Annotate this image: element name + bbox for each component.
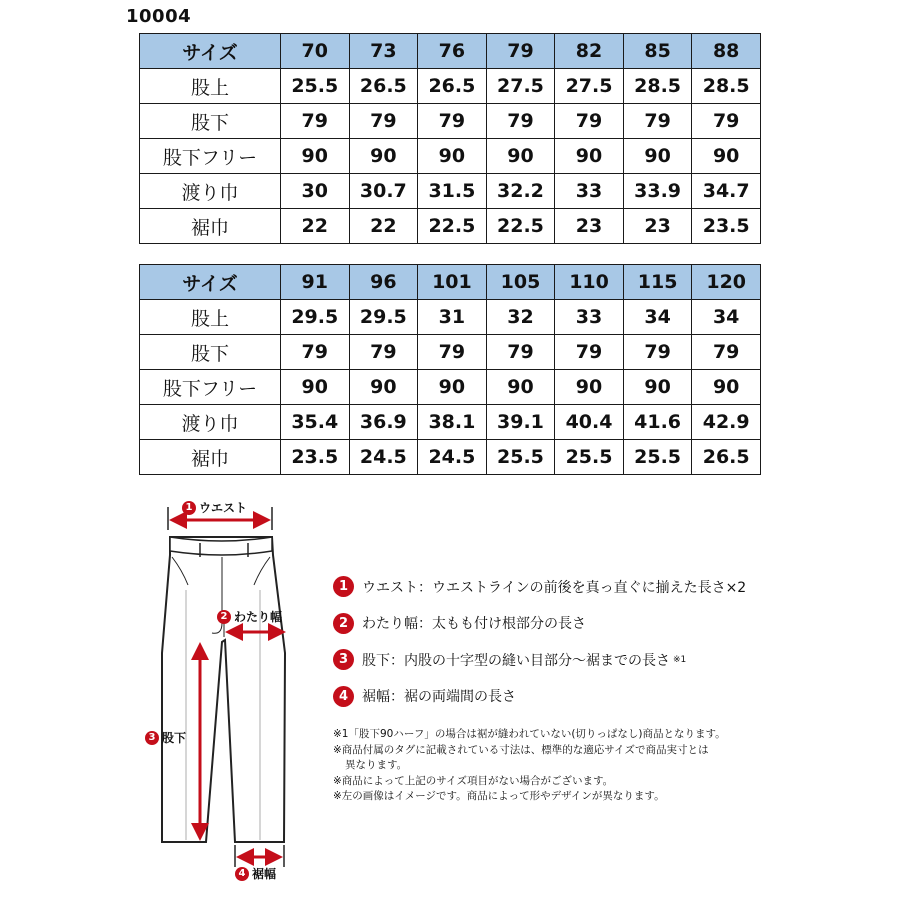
table-cell: 29.5 (349, 300, 418, 335)
table-cell: 27.5 (555, 69, 624, 104)
table-cell: 24.5 (349, 440, 418, 475)
table-cell: 25.5 (555, 440, 624, 475)
table-cell: 33 (555, 300, 624, 335)
legend-item (333, 685, 833, 708)
waist-label (182, 499, 247, 516)
table-cell: 26.5 (418, 69, 487, 104)
table-header-row (140, 265, 761, 300)
legend-term: ウエスト (362, 579, 418, 596)
product-code: 10004 (126, 6, 192, 27)
footnote-mark: ※1 (673, 654, 687, 665)
callout-number-4: 4 (235, 867, 249, 881)
size-header: 91 (281, 265, 350, 300)
thigh-width-label-text: わたり幅 (234, 610, 283, 624)
table-cell: 31.5 (418, 174, 487, 209)
table-cell: 33 (555, 174, 624, 209)
table-row (140, 209, 761, 244)
table-cell: 28.5 (692, 69, 761, 104)
size-header: 79 (486, 34, 555, 69)
table-cell: 90 (692, 139, 761, 174)
legend-description: ：内股の十字型の縫い目部分～裾までの長さ (390, 652, 670, 669)
table-cell: 27.5 (486, 69, 555, 104)
size-header: 120 (692, 265, 761, 300)
legend-number: 2 (333, 613, 354, 634)
callout-number-1: 1 (182, 501, 196, 515)
size-header: 85 (623, 34, 692, 69)
table-cell: 79 (418, 104, 487, 139)
table-cell: 25.5 (281, 69, 350, 104)
table-row (140, 69, 761, 104)
table-cell: 22 (349, 209, 418, 244)
table-row (140, 370, 761, 405)
table-cell: 79 (623, 104, 692, 139)
table-cell: 36.9 (349, 405, 418, 440)
row-label: 股下 (140, 104, 281, 139)
table-cell: 90 (486, 139, 555, 174)
callout-number-3: 3 (145, 731, 159, 745)
legend-item (333, 612, 833, 635)
table-cell: 40.4 (555, 405, 624, 440)
table-row (140, 300, 761, 335)
table-cell: 79 (555, 104, 624, 139)
table-cell: 79 (349, 335, 418, 370)
legend-item (333, 575, 833, 598)
table-row (140, 174, 761, 209)
size-table-1 (139, 33, 761, 244)
size-header: 101 (418, 265, 487, 300)
table-cell: 31 (418, 300, 487, 335)
table-cell: 22.5 (486, 209, 555, 244)
hem-width-label-text: 裾幅 (252, 867, 277, 881)
inseam-label-text: 股下 (162, 731, 187, 745)
row-label: 渡り巾 (140, 405, 281, 440)
notes (333, 727, 773, 805)
waist-label-text: ウエスト (199, 501, 248, 515)
table-row (140, 440, 761, 475)
row-label: 裾巾 (140, 209, 281, 244)
note-line: ※1「股下90ハーフ」の場合は裾が縫われていない(切りっぱなし)商品となります。 (333, 728, 726, 740)
legend-number: 3 (333, 649, 354, 670)
pants-illustration (140, 495, 310, 890)
table-cell: 22 (281, 209, 350, 244)
note-line: ※商品付属のタグに記載されている寸法は、標準的な適応サイズで商品実寸とは (333, 743, 709, 756)
table-cell: 42.9 (692, 405, 761, 440)
inseam-label (145, 729, 186, 746)
note-line: ※商品によって上記のサイズ項目がない場合がございます。 (333, 774, 614, 787)
row-label: 渡り巾 (140, 174, 281, 209)
table-cell: 23 (555, 209, 624, 244)
legend-description: ：ウエストラインの前後を真っ直ぐに揃えた長さ×2 (418, 579, 747, 596)
table-cell: 79 (692, 335, 761, 370)
table-cell: 90 (623, 139, 692, 174)
size-header: 115 (623, 265, 692, 300)
hem-width-label (235, 865, 276, 882)
table-row (140, 335, 761, 370)
row-label: 股上 (140, 300, 281, 335)
table-cell: 90 (418, 139, 487, 174)
table-cell: 33.9 (623, 174, 692, 209)
size-header: 73 (349, 34, 418, 69)
note-line: ※左の画像はイメージです。商品によって形やデザインが異なります。 (333, 790, 665, 803)
table-cell: 79 (418, 335, 487, 370)
table-cell: 79 (349, 104, 418, 139)
table-cell: 90 (555, 370, 624, 405)
table-row (140, 104, 761, 139)
row-label: 股下フリー (140, 370, 281, 405)
table-cell: 25.5 (623, 440, 692, 475)
table-cell: 90 (555, 139, 624, 174)
table-cell: 90 (692, 370, 761, 405)
table-cell: 34 (692, 300, 761, 335)
table-cell: 90 (281, 139, 350, 174)
size-header: 110 (555, 265, 624, 300)
table-cell: 90 (486, 370, 555, 405)
table-cell: 26.5 (349, 69, 418, 104)
table-cell: 32.2 (486, 174, 555, 209)
legend-description: ：太もも付け根部分の長さ (418, 616, 586, 632)
table-row (140, 405, 761, 440)
table-header-row (140, 34, 761, 69)
table-cell: 23 (623, 209, 692, 244)
table-cell: 79 (486, 335, 555, 370)
legend-term: わたり幅 (362, 616, 418, 632)
size-header: 88 (692, 34, 761, 69)
row-label: 股下 (140, 335, 281, 370)
size-table-2 (139, 264, 761, 475)
legend-item (333, 648, 833, 671)
size-header: 105 (486, 265, 555, 300)
table-cell: 30.7 (349, 174, 418, 209)
table-cell: 26.5 (692, 440, 761, 475)
table-cell: 90 (281, 370, 350, 405)
measurement-legend (333, 575, 833, 721)
legend-term: 股下 (362, 652, 390, 669)
table-cell: 79 (623, 335, 692, 370)
table-row (140, 139, 761, 174)
table-cell: 79 (555, 335, 624, 370)
table-cell: 28.5 (623, 69, 692, 104)
table-cell: 22.5 (418, 209, 487, 244)
legend-term: 裾幅 (362, 689, 390, 705)
table-cell: 90 (349, 139, 418, 174)
header-label: サイズ (140, 265, 281, 300)
legend-number: 4 (333, 686, 354, 707)
table-cell: 79 (692, 104, 761, 139)
header-label: サイズ (140, 34, 281, 69)
row-label: 股上 (140, 69, 281, 104)
table-cell: 35.4 (281, 405, 350, 440)
table-cell: 90 (418, 370, 487, 405)
thigh-width-label (217, 608, 282, 625)
table-cell: 30 (281, 174, 350, 209)
note-line: 異なります。 (345, 759, 408, 772)
table-cell: 38.1 (418, 405, 487, 440)
table-cell: 34.7 (692, 174, 761, 209)
table-cell: 79 (281, 104, 350, 139)
table-cell: 90 (623, 370, 692, 405)
table-cell: 41.6 (623, 405, 692, 440)
table-cell: 23.5 (692, 209, 761, 244)
size-header: 70 (281, 34, 350, 69)
table-cell: 39.1 (486, 405, 555, 440)
legend-description: ：裾の両端間の長さ (390, 689, 516, 705)
table-cell: 29.5 (281, 300, 350, 335)
row-label: 股下フリー (140, 139, 281, 174)
callout-number-2: 2 (217, 610, 231, 624)
table-cell: 79 (281, 335, 350, 370)
legend-number: 1 (333, 576, 354, 597)
row-label: 裾巾 (140, 440, 281, 475)
size-header: 82 (555, 34, 624, 69)
table-cell: 23.5 (281, 440, 350, 475)
table-cell: 24.5 (418, 440, 487, 475)
table-cell: 34 (623, 300, 692, 335)
size-header: 96 (349, 265, 418, 300)
table-cell: 79 (486, 104, 555, 139)
table-cell: 90 (349, 370, 418, 405)
pants-diagram (140, 495, 310, 890)
table-cell: 32 (486, 300, 555, 335)
table-cell: 25.5 (486, 440, 555, 475)
size-header: 76 (418, 34, 487, 69)
